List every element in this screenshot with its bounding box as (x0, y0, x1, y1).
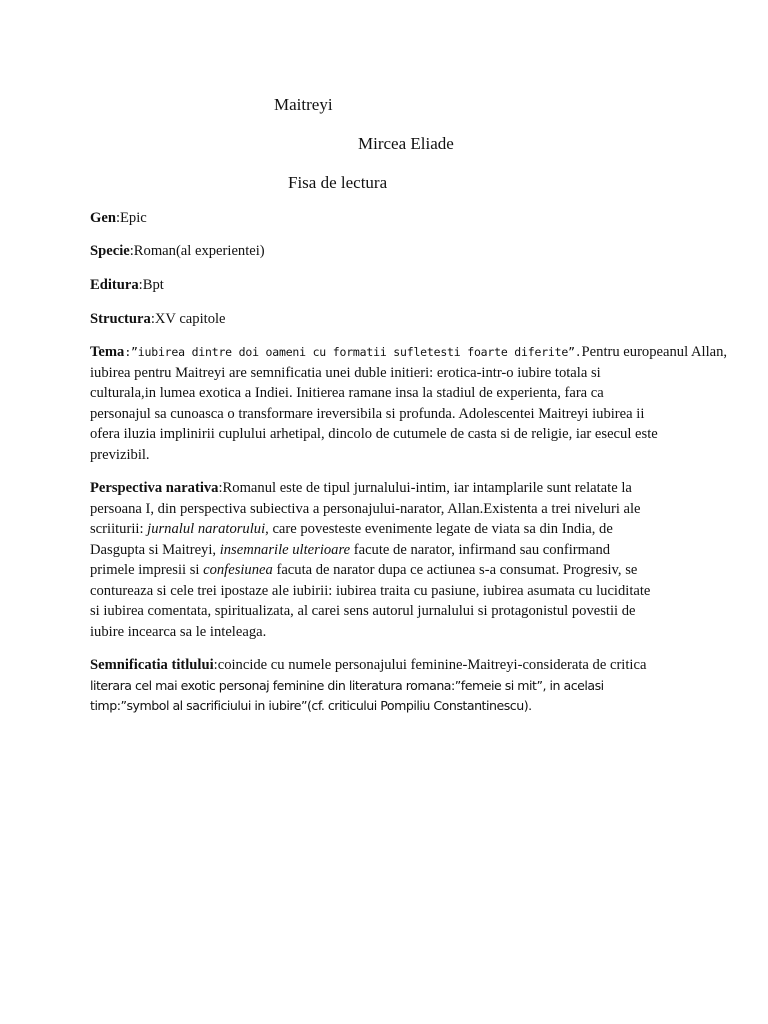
tema-line-5: ofera iluzia implinirii cuplului arhetipal, dincolo de cutumele de casta si de religie, iar esecul este (90, 426, 658, 442)
perspectiva-line-8: iubire incearca sa le inteleaga. (90, 623, 267, 640)
perspectiva-line-1 (90, 478, 680, 499)
field-editura-value: :Bpt (138, 277, 164, 293)
tema-quote: :”iubirea dintre doi oameni cu formatii sufletesti foarte diferite”. (124, 345, 582, 359)
field-specie (90, 241, 680, 262)
perspectiva-label: Perspectiva narativa (90, 480, 219, 496)
paragraph-tema (90, 342, 728, 465)
perspectiva-line-5-b: facuta de narator dupa ce actiunea s-a consumat. Progresiv, se (272, 562, 638, 578)
semnificatia-line-1-rest: :coincide cu numele personajului feminine-Maitreyi-considerata de critica (213, 657, 647, 673)
field-structura-label: Structura (90, 311, 151, 327)
perspectiva-line-4-a: Dasgupta si Maitreyi, (90, 541, 220, 558)
tema-line-1 (90, 342, 728, 363)
perspectiva-line-3-a: scriiturii: (90, 521, 148, 537)
document-author: Mircea Eliade (358, 134, 454, 153)
field-editura-label: Editura (90, 277, 139, 293)
perspectiva-line-6: contureaza si cele trei ipostaze ale iubirii: iubirea traita cu pasiune, iubirea asumata cu luciditate (90, 582, 651, 599)
document-subtitle: Fisa de lectura (288, 173, 388, 192)
field-editura (90, 275, 680, 296)
tema-line-3: culturala,in lumea exotica a Indiei. Initierea ramane insa la stadiul de experienta, fara ca (90, 385, 604, 401)
semnificatia-label: Semnificatia titlului (90, 657, 214, 673)
semnificatia-line-3: timp:”symbol al sacrificiului in iubire”(cf. criticului Pompiliu Constantinescu). (90, 698, 532, 713)
field-structura (90, 309, 680, 330)
field-gen-value: :Epic (115, 210, 147, 226)
jurnalul-naratorului-term: jurnalul naratorului (147, 521, 266, 537)
field-gen-label: Gen (90, 210, 116, 226)
confesiunea-term: confesiunea (203, 562, 273, 578)
field-gen (90, 208, 680, 229)
perspectiva-line-3 (90, 519, 680, 540)
tema-line-4: personajul sa cunoasca o transformare ireversibila si profunda. Adolescentei Maitreyi iubirea ii (90, 405, 645, 422)
perspectiva-line-1-rest: :Romanul este de tipul jurnalului-intim, iar intamplarile sunt relatate la (218, 480, 632, 496)
paragraph-perspectiva (90, 478, 680, 642)
perspectiva-line-7: si iubirea comentata, spiritualizata, al carei sens autorul jurnalului si protagonistul povestii de (90, 603, 636, 619)
semnificatia-line-1 (90, 655, 680, 676)
tema-line-1-rest: Pentru europeanul Allan, (581, 344, 728, 360)
perspectiva-line-2: persoana I, din perspectiva subiectiva a personajului-narator, Allan.Existenta a trei niveluri ale (90, 500, 641, 517)
perspectiva-line-4 (90, 540, 680, 561)
field-structura-value: :XV capitole (150, 311, 226, 327)
tema-label: Tema (90, 344, 125, 360)
semnificatia-line-2: literara cel mai exotic personaj feminine din literatura romana:”femeie si mit”, in acelasi (90, 677, 604, 693)
perspectiva-line-4-b: facute de narator, infirmand sau confirmand (350, 541, 611, 558)
tema-line-6: previzibil. (90, 446, 150, 463)
perspectiva-line-5 (90, 560, 680, 581)
perspectiva-line-5-a: primele impresii si (90, 562, 204, 578)
insemnarile-ulterioare-term: insemnarile ulterioare (219, 541, 351, 558)
field-specie-label: Specie (90, 243, 130, 259)
paragraph-semnificatia (90, 655, 680, 717)
perspectiva-line-3-b: , care povesteste evenimente legate de viata sa din India, de (265, 521, 613, 537)
document-title: Maitreyi (274, 95, 333, 114)
field-specie-value: :Roman(al experientei) (129, 243, 265, 259)
tema-line-2: iubirea pentru Maitreyi are semnificatia unei duble initieri: erotica-intr-o iubire totala si (90, 364, 601, 381)
